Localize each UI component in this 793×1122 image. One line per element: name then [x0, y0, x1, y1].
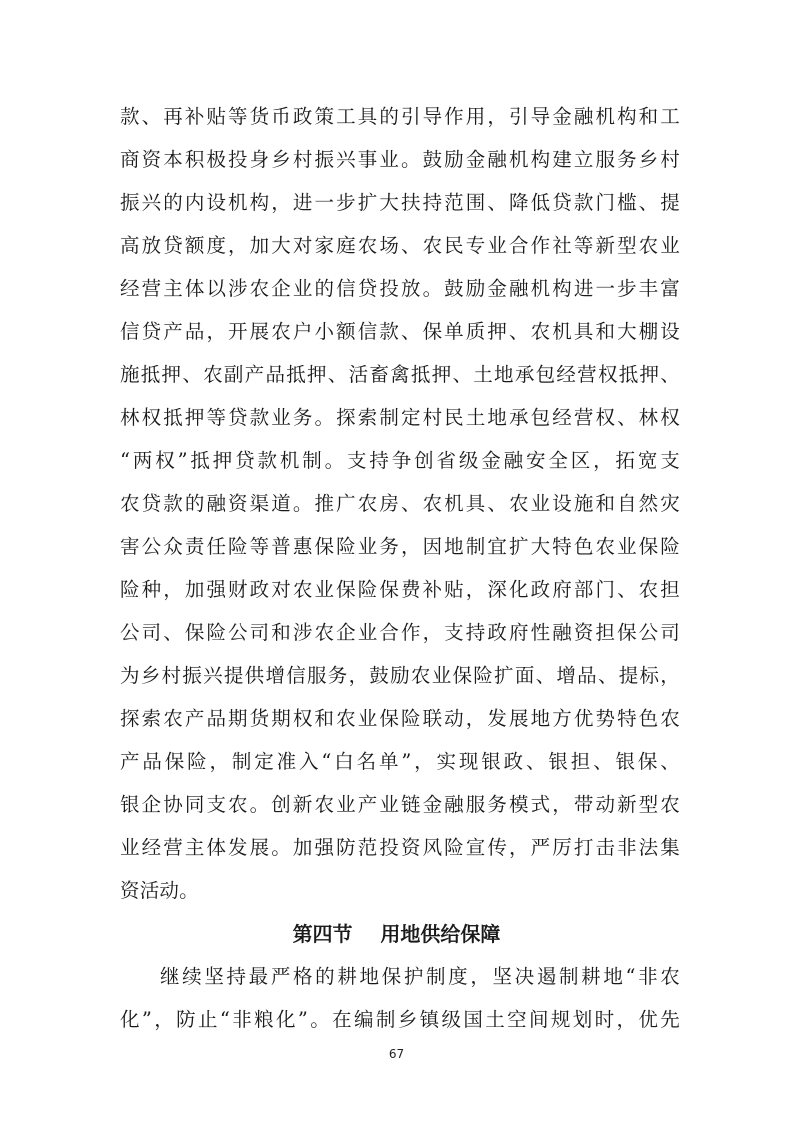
- body-text-line: 产品保险，制定准入“白名单”，实现银政、银担、银保、: [120, 750, 680, 773]
- body-text-line: 公司、保险公司和涉农企业合作，支持政府性融资担保公司: [120, 621, 680, 644]
- body-text-line: 业经营主体发展。加强防范投资风险宣传，严厉打击非法集: [120, 836, 680, 859]
- body-text-line: 害公众责任险等普惠保险业务，因地制宜扩大特色农业保险: [120, 535, 680, 558]
- page-number: 67: [388, 1047, 405, 1061]
- body-text-line-last: 资活动。: [120, 879, 199, 902]
- body-text-line: 经营主体以涉农企业的信贷投放。鼓励金融机构进一步丰富: [120, 277, 680, 300]
- body-text-line: 银企协同支农。创新农业产业链金融服务模式，带动新型农: [120, 793, 680, 816]
- body-text-line: “两权”抵押贷款机制。支持争创省级金融安全区，拓宽支: [120, 449, 680, 472]
- body-text-line: 款、再补贴等货币政策工具的引导作用，引导金融机构和工: [120, 105, 680, 128]
- body-text-line: 振兴的内设机构，进一步扩大扶持范围、降低贷款门槛、提: [120, 191, 680, 214]
- body-text-line: 信贷产品，开展农户小额信款、保单质押、农机具和大棚设: [120, 320, 680, 343]
- body-text-line: 探索农产品期货期权和农业保险联动，发展地方优势特色农: [120, 707, 680, 730]
- section-text-line: 继续坚持最严格的耕地保护制度，坚决遏制耕地“非农: [160, 965, 680, 988]
- body-text-line: 为乡村振兴提供增信服务，鼓励农业保险扩面、增品、提标，: [120, 664, 680, 687]
- body-text-line: 施抵押、农副产品抵押、活畜禽抵押、土地承包经营权抵押、: [120, 363, 680, 386]
- section-heading: 第四节 用地供给保障: [292, 922, 501, 946]
- body-text-line: 险种，加强财政对农业保险保费补贴，深化政府部门、农担: [120, 578, 680, 601]
- body-text-line: 农贷款的融资渠道。推广农房、农机具、农业设施和自然灾: [120, 492, 680, 515]
- body-text-line: 商资本积极投身乡村振兴事业。鼓励金融机构建立服务乡村: [120, 148, 680, 171]
- body-text-line: 高放贷额度，加大对家庭农场、农民专业合作社等新型农业: [120, 234, 680, 257]
- section-text-line: 化”，防止“非粮化”。在编制乡镇级国土空间规划时，优先: [120, 1008, 680, 1031]
- body-text-line: 林权抵押等贷款业务。探索制定村民土地承包经营权、林权: [120, 406, 680, 429]
